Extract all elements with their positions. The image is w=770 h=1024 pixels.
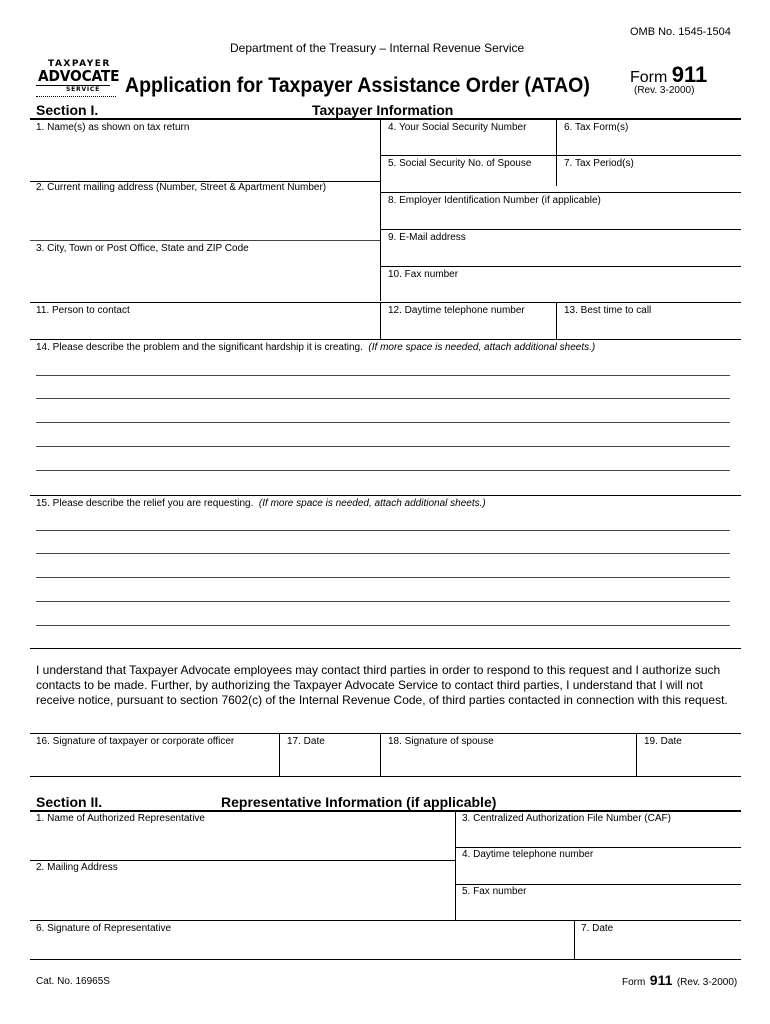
field-6-tax-forms[interactable] [557,119,741,155]
field-19-date[interactable] [637,734,741,776]
writing-line [36,422,730,423]
field-9-email[interactable] [381,230,741,266]
field-8-ein[interactable] [381,193,741,229]
field-5-spouse-ssn[interactable] [381,156,556,192]
rep-field-7-label: 7. Date [581,923,614,934]
footer-form-id [622,972,737,990]
rep-field-4-daytime-phone[interactable] [456,848,741,884]
writing-line [36,375,730,376]
field-19-label: 19. Date [644,736,682,747]
rep-field-2-mailing-address[interactable] [30,861,455,920]
field-4-label: 4. Your Social Security Number [388,122,527,133]
field-8-label: 8. Employer Identification Number (if applicable) [388,195,601,206]
rep-field-3-label: 3. Centralized Authorization File Number (CAF) [462,813,671,824]
writing-line [36,470,730,471]
field-16-taxpayer-signature[interactable] [30,734,279,776]
field-3-city-state-zip[interactable] [30,241,380,302]
rep-field-5-label: 5. Fax number [462,886,527,897]
section-2-heading: Section II. [36,794,103,810]
field-13-best-time[interactable] [557,303,741,339]
field-6-label: 6. Tax Form(s) [564,122,629,133]
field-16-label: 16. Signature of taxpayer or corporate officer [36,736,235,747]
field-3-label: 3. City, Town or Post Office, State and ZIP Code [36,243,249,254]
catalog-number: Cat. No. 16965S [36,976,110,987]
field-15-note: (If more space is needed, attach additional sheets.) [258,498,486,509]
field-2-mailing-address[interactable] [30,182,380,240]
section-2-title: Representative Information (if applicable) [221,794,497,810]
rep-field-2-label: 2. Mailing Address [36,862,118,873]
section-1-title: Taxpayer Information [312,102,454,118]
rep-field-7-date[interactable] [575,921,741,959]
field-14-note: (If more space is needed, attach additional sheets.) [368,342,596,353]
form-word: Form [630,69,668,86]
taxpayer-advocate-logo: TAXPAYER ADVOCATE SERVICE [38,59,120,93]
field-18-label: 18. Signature of spouse [388,736,494,747]
form-revision: (Rev. 3-2000) [634,85,695,96]
rep-field-6-signature[interactable] [30,921,574,959]
rep-field-6-label: 6. Signature of Representative [36,923,172,934]
field-4-your-ssn[interactable] [381,119,556,155]
footer-form-number: 911 [649,972,673,988]
field-5-label: 5. Social Security No. of Spouse [388,158,532,169]
field-17-date[interactable] [280,734,380,776]
rep-field-5-fax[interactable] [456,885,741,920]
form-title: Application for Taxpayer Assistance Order (ATAO) [125,74,590,97]
department-name: Department of the Treasury – Internal Revenue Service [230,41,525,55]
writing-line [36,577,730,578]
field-11-person-to-contact[interactable] [30,303,380,339]
footer-revision: (Rev. 3-2000) [676,977,738,988]
omb-number: OMB No. 1545-1504 [630,26,731,38]
writing-line [36,398,730,399]
field-12-label: 12. Daytime telephone number [388,305,525,316]
rep-field-1-name[interactable] [30,811,455,860]
field-9-label: 9. E-Mail address [388,232,466,243]
form-number: 911 [671,62,708,87]
writing-line [36,446,730,447]
writing-line [36,530,730,531]
field-1-name-on-return[interactable] [30,119,380,181]
consent-paragraph: I understand that Taxpayer Advocate employees may contact third parties in order to respond to this request and I authorize such contacts to be made. Further, by authorizing the Taxpayer Advocate Service to contact third parties, I understand that I will not receive notice, pursuant to section 7602(c) of the Internal Revenue Code, of third parties contacted in connection with this request. [36,663,728,707]
writing-line [36,553,730,554]
field-13-label: 13. Best time to call [564,305,652,316]
field-14-problem-description[interactable] [30,340,741,495]
logo-underline [36,96,116,97]
field-2-label: 2. Current mailing address (Number, Street & Apartment Number) [36,182,327,193]
section-1-heading: Section I. [36,102,99,118]
writing-line [36,625,730,626]
field-7-label: 7. Tax Period(s) [564,158,634,169]
field-10-fax[interactable] [381,267,741,302]
footer-form-word: Form [622,977,646,988]
writing-line [36,601,730,602]
field-11-label: 11. Person to contact [36,305,130,316]
field-10-label: 10. Fax number [388,269,459,280]
field-7-tax-periods[interactable] [557,156,741,192]
field-1-label: 1. Name(s) as shown on tax return [36,122,190,133]
rep-field-1-label: 1. Name of Authorized Representative [36,813,205,824]
field-12-daytime-phone[interactable] [381,303,556,339]
field-14-label: 14. Please describe the problem and the significant hardship it is creating. (If more space is needed, attach additional sheets.) [36,342,596,353]
field-15-label: 15. Please describe the relief you are requesting. (If more space is needed, attach additional sheets.) [36,498,486,509]
field-17-label: 17. Date [287,736,325,747]
field-18-spouse-signature[interactable] [381,734,636,776]
rep-field-3-caf-number[interactable] [456,811,741,847]
rep-field-4-label: 4. Daytime telephone number [462,849,594,860]
